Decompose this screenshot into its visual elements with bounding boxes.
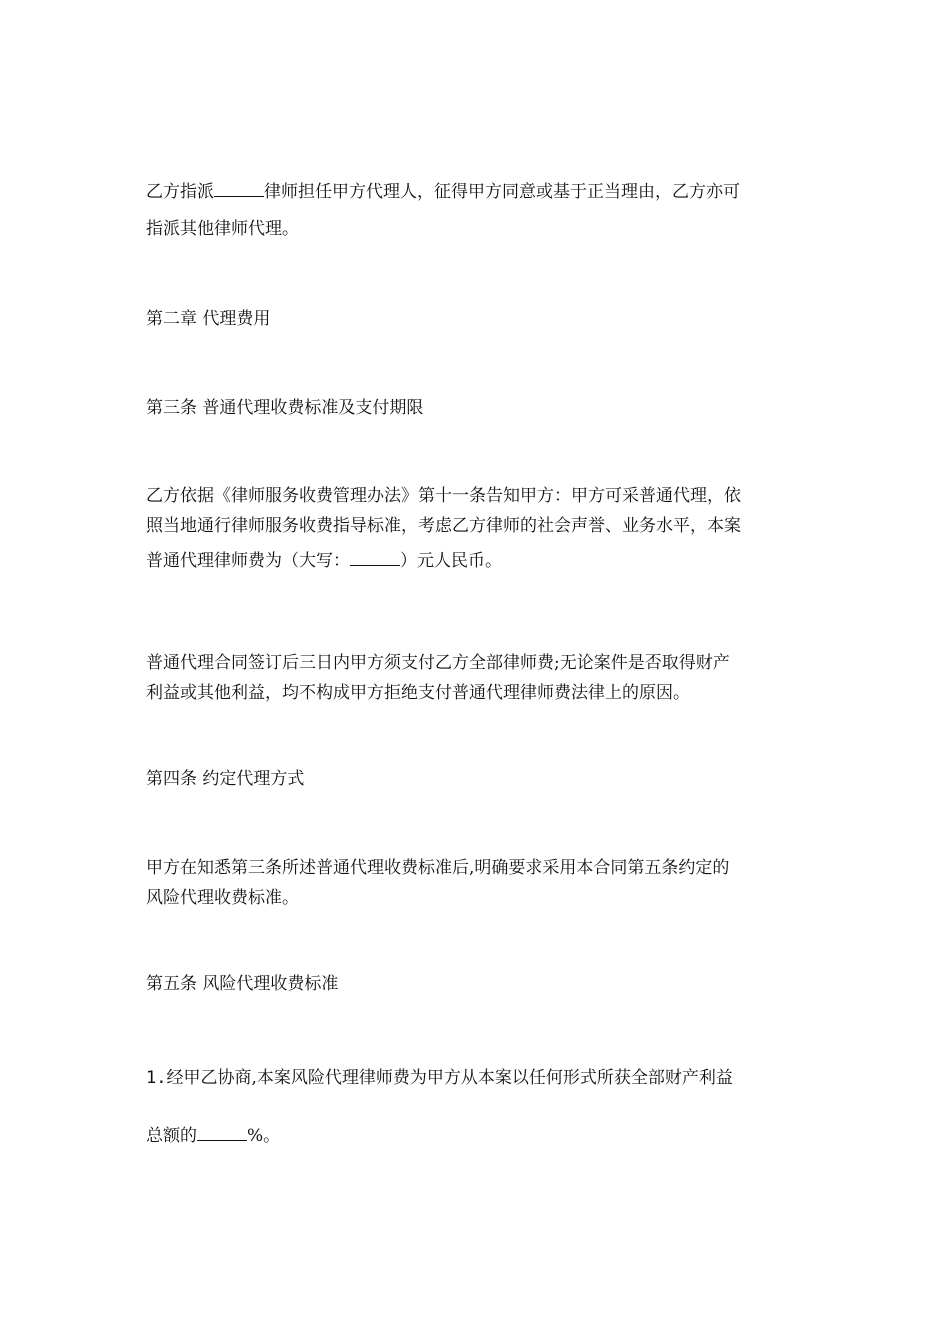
blank-percentage — [197, 1126, 247, 1141]
paragraph-3-line-2: 利益或其他利益，均不构成甲方拒绝支付普通代理律师费法律上的原因。 — [146, 683, 690, 703]
paragraph-5-line-2 — [146, 1124, 280, 1148]
text-segment: 经甲乙协商,本案风险代理律师费为甲方从本案以任何形式所获全部财产利益 — [166, 1068, 733, 1088]
article-4-heading: 第四条 约定代理方式 — [146, 769, 305, 789]
paragraph-2-line-2: 照当地通行律师服务收费指导标准，考虑乙方律师的社会声誉、业务水平，本案 — [146, 516, 741, 536]
paragraph-2-line-1: 乙方依据《律师服务收费管理办法》第十一条告知甲方：甲方可采普通代理，依 — [146, 486, 741, 506]
text-segment: 律师担任甲方代理人，征得甲方同意或基于正当理由，乙方亦可 — [264, 182, 740, 202]
paragraph-2-line-3 — [146, 549, 502, 573]
article-5-heading: 第五条 风险代理收费标准 — [146, 974, 339, 994]
paragraph-1-line-1 — [146, 180, 740, 204]
paragraph-5-line-1 — [146, 1066, 733, 1090]
text-segment: %。 — [247, 1126, 281, 1146]
blank-lawyer-name — [214, 182, 264, 197]
paragraph-4-line-2: 风险代理收费标准。 — [146, 888, 299, 908]
paragraph-3-line-1: 普通代理合同签订后三日内甲方须支付乙方全部律师费;无论案件是否取得财产 — [146, 653, 730, 673]
chapter-2-heading: 第二章 代理费用 — [146, 309, 271, 329]
paragraph-4-line-1: 甲方在知悉第三条所述普通代理收费标准后,明确要求采用本合同第五条约定的 — [146, 858, 730, 878]
paragraph-1-line-2: 指派其他律师代理。 — [146, 219, 299, 239]
list-number: 1. — [146, 1068, 167, 1088]
text-segment: 总额的 — [146, 1126, 197, 1146]
text-segment: 乙方指派 — [146, 182, 214, 202]
article-3-heading: 第三条 普通代理收费标准及支付期限 — [146, 398, 424, 418]
text-segment: ）元人民币。 — [400, 551, 502, 571]
text-segment: 普通代理律师费为（大写： — [146, 551, 350, 571]
blank-fee-amount — [350, 551, 400, 566]
